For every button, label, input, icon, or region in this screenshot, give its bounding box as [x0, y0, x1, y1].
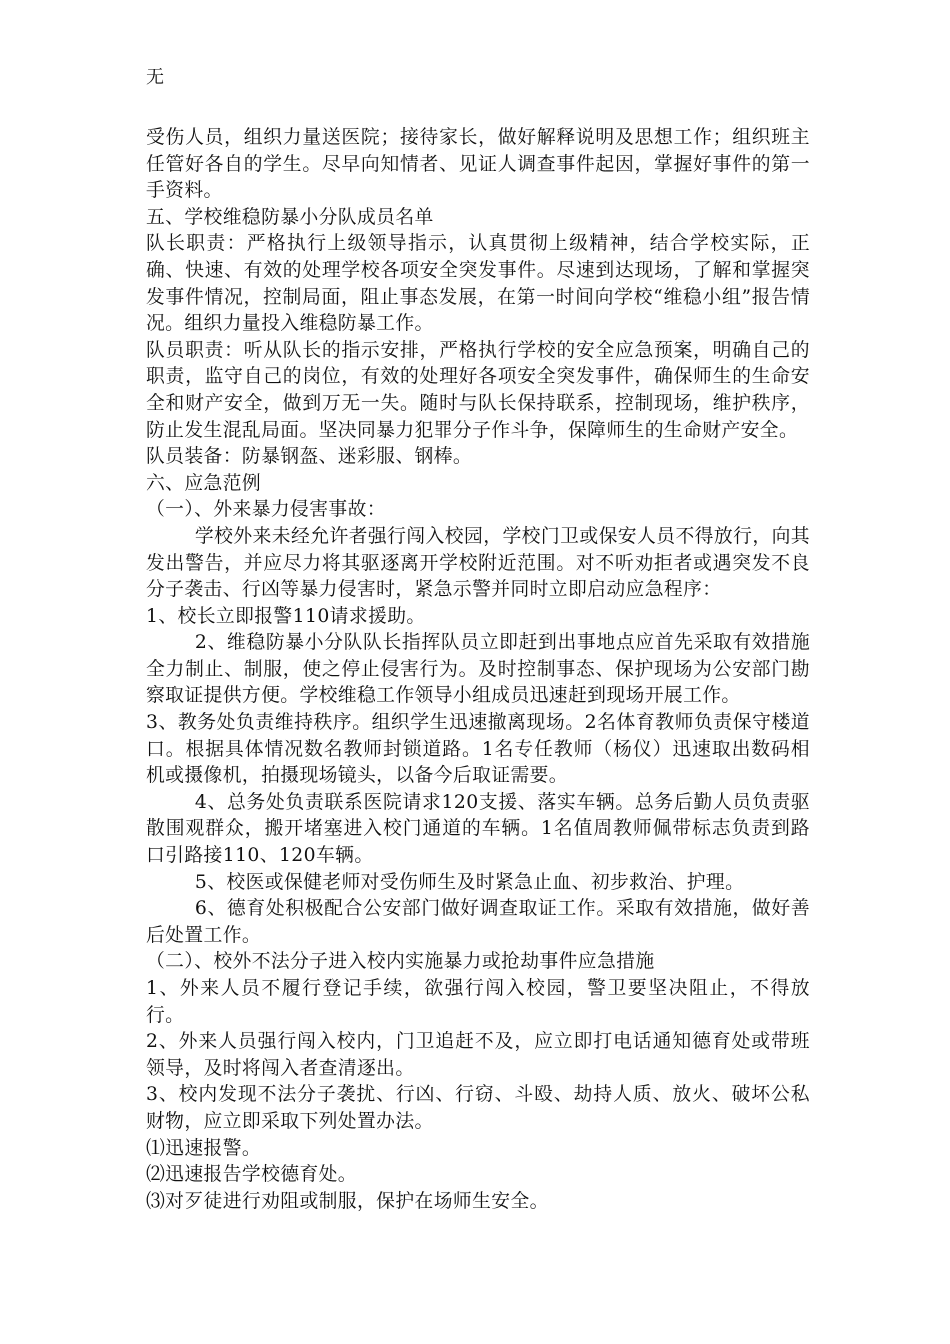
paragraph: 队员装备：防暴钢盔、迷彩服、钢棒。: [146, 446, 473, 468]
document-body: [146, 125, 810, 1215]
list-item: 2、外来人员强行闯入校内，门卫追赶不及，应立即打电话通知德育处或带班领导，及时将闯入者查清逐出。: [146, 1031, 810, 1079]
list-item: 2、维稳防暴小分队队长指挥队员立即赶到出事地点应首先采取有效措施全力制止、制服，使之停止侵害行为。及时控制事态、保护现场为公安部门勘察取证提供方便。学校维稳工作领导小组成员迅速赶到现场开展工作。: [146, 632, 810, 707]
list-item: 3、教务处负责维持秩序。组织学生迅速撤离现场。2名体育教师负责保守楼道口。根据具体情况数名教师封锁道路。1名专任教师（杨仪）迅速取出数码相机或摄像机，拍摄现场镜头，以备今后取证需要。: [146, 712, 810, 787]
section-heading: 五、学校维稳防暴小分队成员名单: [146, 206, 434, 228]
list-item: 6、德育处积极配合公安部门做好调查取证工作。采取有效措施，做好善后处置工作。: [146, 898, 810, 946]
subsection-heading: （二）、校外不法分子进入校内实施暴力或抢劫事件应急措施: [146, 951, 655, 973]
paragraph: 队长职责：严格执行上级领导指示，认真贯彻上级精神，结合学校实际，正确、快速、有效的处理学校各项安全突发事件。尽速到达现场，了解和掌握突发事件情况，控制局面，阻止事态发展，在第一时间向学校“维稳小组”报告情况。组织力量投入维稳防暴工作。: [146, 233, 810, 335]
list-item: 1、外来人员不履行登记手续，欲强行闯入校园，警卫要坚决阻止，不得放行。: [146, 978, 810, 1026]
list-item: 5、校医或保健老师对受伤师生及时紧急止血、初步救治、护理。: [194, 871, 745, 893]
page-header: 无: [146, 67, 164, 88]
sub-list-item: ⑶对歹徒进行劝阻或制服，保护在场师生安全。: [146, 1190, 549, 1212]
paragraph: 学校外来未经允许者强行闯入校园，学校门卫或保安人员不得放行，向其发出警告，并应尽力将其驱逐离开学校附近范围。对不听劝拒者或遇突发不良分子袭击、行凶等暴力侵害时，紧急示警并同时立即启动应急程序：: [146, 525, 810, 601]
sub-list-item: ⑴迅速报警。: [146, 1137, 262, 1159]
paragraph: 队员职责：听从队长的指示安排，严格执行学校的安全应急预案，明确自己的职责，监守自己的岗位，有效的处理好各项安全突发事件，确保师生的生命安全和财产安全，做到万无一失。随时与队长保持联系，控制现场，维护秩序，防止发生混乱局面。坚决同暴力犯罪分子作斗争，保障师生的生命财产安全。: [146, 339, 810, 441]
sub-list-item: ⑵迅速报告学校德育处。: [146, 1164, 357, 1186]
list-item: 3、校内发现不法分子袭扰、行凶、行窃、斗殴、劫持人质、放火、破坏公私财物，应立即采取下列处置办法。: [146, 1084, 810, 1132]
paragraph: 受伤人员，组织力量送医院；接待家长，做好解释说明及思想工作；组织班主任管好各自的学生。尽早向知情者、见证人调查事件起因，掌握好事件的第一手资料。: [146, 127, 810, 202]
subsection-heading: （一）、外来暴力侵害事故：: [146, 499, 386, 521]
list-item: 1、校长立即报警110请求援助。: [146, 605, 426, 627]
section-heading: 六、应急范例: [146, 472, 262, 494]
list-item: 4、总务处负责联系医院请求120支援、落实车辆。总务后勤人员负责驱散围观群众，搬开堵塞进入校门通道的车辆。1名值周教师佩带标志负责到路口引路接110、120车辆。: [146, 791, 810, 867]
